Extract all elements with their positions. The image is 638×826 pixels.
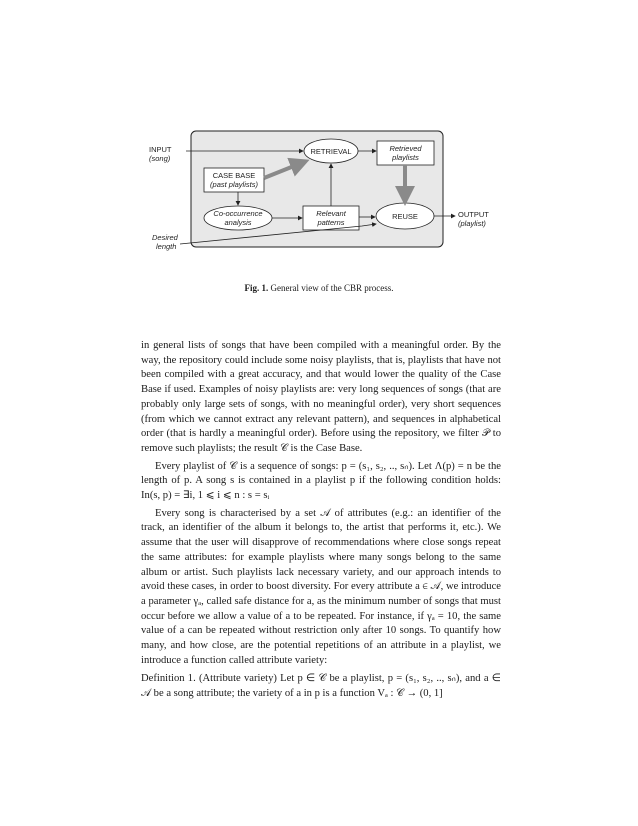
cooccurrence-sub: analysis [224,218,252,227]
figure-caption [0,283,638,293]
retrieval-label: RETRIEVAL [310,147,352,156]
case-base-sub: (past playlists) [210,180,258,189]
cooccurrence-label: Co-occurrence [213,209,263,218]
retrieved-label: Retrieved [389,144,422,153]
reuse-label: REUSE [392,212,418,221]
desired-label: Desired [152,233,178,242]
case-base-label: CASE BASE [212,171,256,180]
output-sub: (playlist) [458,219,486,228]
relevant-sub: patterns [317,218,345,227]
paragraph-3: Every song is characterised by a set 𝒜 of attributes (e.g.: an identifier of the track, an identifier of the album it belongs to, the artist that performs it, etc.). We assume that the user will disapprove of recommendations where close songs repeat the same attributes: for example playlists where many songs belong to the same album or artist. Such playlists lack necessary variety, and our approach intends to avoid these cases, in order to boost diversity. For every attribute a ∈ 𝒜, we introduce a parameter γₐ, called safe distance for a, as the minimum number of songs that must occur before we allow a value of a to be repeated. For instance, if γₐ = 10, the same value of a can be repeated without restriction only after 10 songs. To quantify how many, and how close, are the potential repetitions of an attribute in a playlist, we introduce a function called attribute variety: [141,507,501,666]
retrieved-sub: playlists [392,153,419,162]
relevant-label: Relevant [316,209,346,218]
cbr-figure [0,0,638,300]
paragraph-2: Every playlist of 𝒞 is a sequence of songs: p = (s₁, s₂, .., sₙ). Let Λ(p) = n be the length of p. A song s is contained in a playlist p if the following condition holds: In(s, p) = ∃i, 1 ⩽ i ⩽ n : s = sᵢ [141,460,501,502]
paragraph-1: in general lists of songs that have been compiled with a meaningful order. By the way, the repository could include some noisy playlists, that is, playlists that have not been compiled with a great accuracy, and that would lower the quality of the Case Base if used. Examples of noisy playlists are: very long sequences of songs (that are probably only large sets of songs, with no meaningful order), very short sequences (from which we cannot extract any relevant pattern), and sequences in alphabetical order (that is hardly a meaningful order). Before using the repository, we filter 𝒫 to remove such playlists; the result 𝒞 is the Case Base. [141,340,501,454]
caption-label: Fig. 1. [244,283,269,293]
definition-1: Definition 1. (Attribute variety) Let p ∈ 𝒞 be a playlist, p = (s₁, s₂, .., sₙ), and a ∈ 𝒜 be a song attribute; the variety of a in p is a function Vₐ : 𝒞 → (0, 1] [141,673,501,699]
desired-sub: length [156,242,177,251]
body-text [141,339,501,668]
input-sub: (song) [149,154,171,163]
caption-text: General view of the CBR process. [270,283,394,293]
input-label: INPUT [149,145,172,154]
output-label: OUTPUT [458,210,489,219]
